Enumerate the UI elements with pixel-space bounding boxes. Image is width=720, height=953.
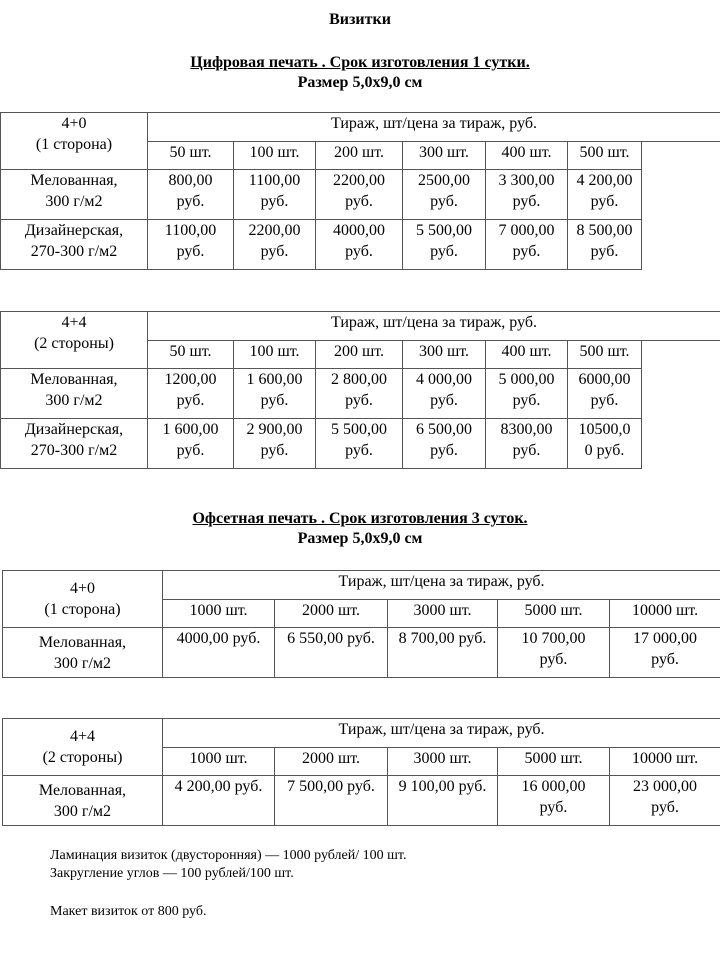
- qty-header: 500 шт.: [568, 142, 642, 170]
- qty-header: 200 шт.: [316, 341, 403, 369]
- price-cell: 10 700,00 руб.: [498, 628, 610, 678]
- price-cell: 6 550,00 руб.: [275, 628, 388, 678]
- digital-one-side-table: [0, 112, 720, 270]
- price-cell: 2200,00 руб.: [316, 170, 403, 220]
- qty-header: 5000 шт.: [498, 600, 610, 628]
- side-cell: 4+0 (1 сторона): [1, 113, 148, 170]
- price-cell: 8300,00 руб.: [486, 419, 568, 469]
- offset-two-side-table: [2, 718, 720, 826]
- qty-header: 100 шт.: [234, 142, 316, 170]
- price-cell: 17 000,00 руб.: [610, 628, 720, 678]
- lamination-note: Ламинация визиток (двусторонняя) — 1000 рублей/ 100 шт.: [50, 848, 407, 863]
- qty-header: 100 шт.: [234, 341, 316, 369]
- price-cell: 10500,0 0 руб.: [568, 419, 642, 469]
- qty-header: 400 шт.: [486, 142, 568, 170]
- price-cell: 5 000,00 руб.: [486, 369, 568, 419]
- price-cell: 2 900,00 руб.: [234, 419, 316, 469]
- digital-heading: Цифровая печать . Срок изготовления 1 сутки.: [190, 54, 530, 71]
- price-cell: 7 000,00 руб.: [486, 220, 568, 270]
- qty-header: 300 шт.: [403, 341, 486, 369]
- qty-header: 1000 шт.: [163, 748, 275, 776]
- offset-heading: Офсетная печать . Срок изготовления 3 суток.: [192, 510, 528, 527]
- price-cell: 7 500,00 руб.: [275, 776, 388, 826]
- price-cell: 1 600,00 руб.: [234, 369, 316, 419]
- digital-size: Размер 5,0х9,0 см: [297, 74, 423, 91]
- table-row: Мелованная, 300 г/м2 800,00 руб. 1100,00 руб. 2200,00 руб. 2500,00 руб. 3 300,00 руб. 4 200,00 руб.: [1, 170, 720, 220]
- price-cell: 4000,00 руб.: [316, 220, 403, 270]
- price-cell: 1100,00 руб.: [234, 170, 316, 220]
- layout-note: Макет визиток от 800 руб.: [50, 904, 207, 919]
- side-cell: 4+4 (2 стороны): [1, 312, 148, 369]
- table-row: Дизайнерская, 270-300 г/м2 1 600,00 руб. 2 900,00 руб. 5 500,00 руб. 6 500,00 руб. 8300,00 руб. 10500,0 0 руб.: [1, 419, 720, 469]
- price-cell: 2200,00 руб.: [234, 220, 316, 270]
- rounding-note: Закругление углов — 100 рублей/100 шт.: [50, 866, 294, 881]
- price-cell: 4 000,00 руб.: [403, 369, 486, 419]
- qty-header: 2000 шт.: [275, 600, 388, 628]
- qty-header: 400 шт.: [486, 341, 568, 369]
- price-cell: 5 500,00 руб.: [316, 419, 403, 469]
- circulation-header: Тираж, шт/цена за тираж, руб.: [163, 719, 720, 748]
- side-cell: 4+4 (2 стороны): [3, 719, 163, 776]
- qty-header: 1000 шт.: [163, 600, 275, 628]
- price-cell: 6000,00 руб.: [568, 369, 642, 419]
- side-cell: 4+0 (1 сторона): [3, 571, 163, 628]
- price-cell: 1200,00 руб.: [148, 369, 234, 419]
- offset-one-side-table: [2, 570, 720, 678]
- circulation-header: Тираж, шт/цена за тираж, руб.: [148, 113, 720, 142]
- price-cell: 1100,00 руб.: [148, 220, 234, 270]
- offset-size: Размер 5,0х9,0 см: [297, 530, 423, 547]
- qty-header: 2000 шт.: [275, 748, 388, 776]
- price-cell: 2500,00 руб.: [403, 170, 486, 220]
- price-cell: 4000,00 руб.: [163, 628, 275, 678]
- digital-two-side-table: [0, 311, 720, 469]
- qty-header: 3000 шт.: [388, 600, 498, 628]
- circulation-header: Тираж, шт/цена за тираж, руб.: [148, 312, 720, 341]
- circulation-header: Тираж, шт/цена за тираж, руб.: [163, 571, 720, 600]
- qty-header: 500 шт.: [568, 341, 642, 369]
- qty-header: 10000 шт.: [610, 600, 720, 628]
- qty-header: 200 шт.: [316, 142, 403, 170]
- price-cell: 16 000,00 руб.: [498, 776, 610, 826]
- price-cell: 9 100,00 руб.: [388, 776, 498, 826]
- price-cell: 2 800,00 руб.: [316, 369, 403, 419]
- price-cell: 8 700,00 руб.: [388, 628, 498, 678]
- price-cell: 800,00 руб.: [148, 170, 234, 220]
- price-cell: 4 200,00 руб.: [163, 776, 275, 826]
- qty-header: 50 шт.: [148, 341, 234, 369]
- qty-header: 50 шт.: [148, 142, 234, 170]
- table-row: Мелованная, 300 г/м2 4000,00 руб. 6 550,00 руб. 8 700,00 руб. 10 700,00 руб. 17 000,00 руб.: [3, 628, 720, 678]
- price-cell: 5 500,00 руб.: [403, 220, 486, 270]
- qty-header: 5000 шт.: [498, 748, 610, 776]
- table-row: Мелованная, 300 г/м2 1200,00 руб. 1 600,00 руб. 2 800,00 руб. 4 000,00 руб. 5 000,00 руб. 6000,00 руб.: [1, 369, 720, 419]
- price-cell: 1 600,00 руб.: [148, 419, 234, 469]
- price-cell: 6 500,00 руб.: [403, 419, 486, 469]
- table-row: Мелованная, 300 г/м2 4 200,00 руб. 7 500,00 руб. 9 100,00 руб. 16 000,00 руб. 23 000,00 руб.: [3, 776, 720, 826]
- price-cell: 3 300,00 руб.: [486, 170, 568, 220]
- qty-header: 300 шт.: [403, 142, 486, 170]
- qty-header: 3000 шт.: [388, 748, 498, 776]
- price-cell: 8 500,00 руб.: [568, 220, 642, 270]
- qty-header: 10000 шт.: [610, 748, 720, 776]
- price-cell: 23 000,00 руб.: [610, 776, 720, 826]
- price-cell: 4 200,00 руб.: [568, 170, 642, 220]
- page-title: Визитки: [329, 11, 391, 28]
- table-row: Дизайнерская, 270-300 г/м2 1100,00 руб. 2200,00 руб. 4000,00 руб. 5 500,00 руб. 7 000,00 руб. 8 500,00 руб.: [1, 220, 720, 270]
